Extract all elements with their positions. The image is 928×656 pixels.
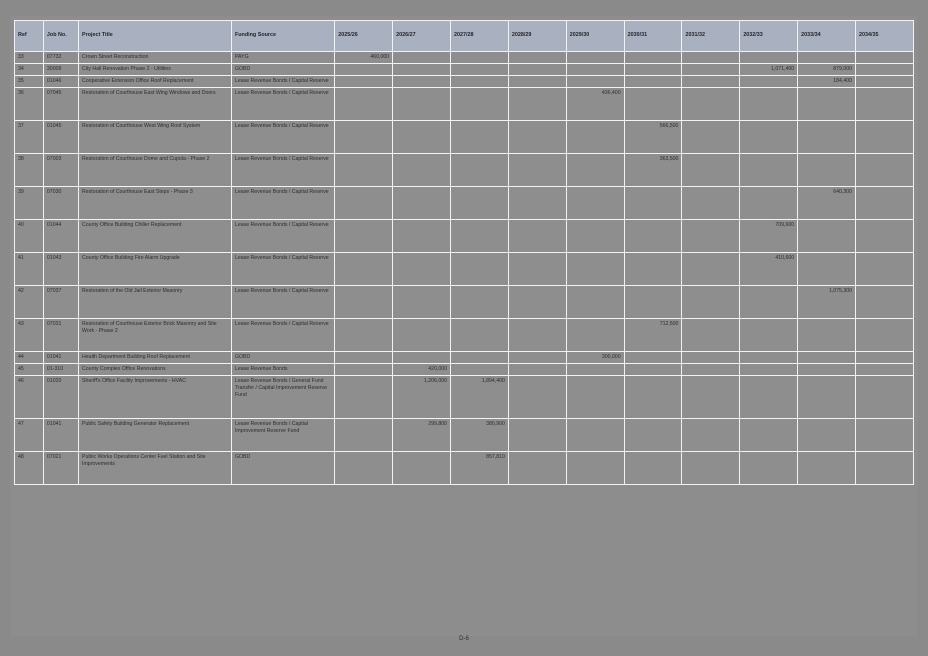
cell-year-amount <box>393 52 451 64</box>
cell-year-amount <box>335 364 393 376</box>
cell-project-title: County Office Building Fire Alarm Upgrade <box>79 253 232 286</box>
cell-year-amount <box>335 220 393 253</box>
header-year-2029-30: 2029/30 <box>566 21 624 52</box>
cell-year-amount <box>624 253 682 286</box>
cell-year-amount <box>682 286 740 319</box>
cell-year-amount <box>624 419 682 452</box>
cell-year-amount <box>393 76 451 88</box>
cell-ref: 35 <box>15 76 44 88</box>
cell-job-no: 07003 <box>43 154 78 187</box>
cell-year-amount: 380,900 <box>451 419 509 452</box>
cell-year-amount <box>508 52 566 64</box>
cell-year-amount <box>451 187 509 220</box>
cell-year-amount: 857,810 <box>451 452 509 485</box>
cell-job-no: 07732 <box>43 52 78 64</box>
cell-year-amount <box>566 452 624 485</box>
cell-project-title: Restoration of Courthouse East Steps - Phase 3 <box>79 187 232 220</box>
cell-year-amount <box>856 88 914 121</box>
header-year-2028-29: 2028/29 <box>508 21 566 52</box>
cell-year-amount <box>856 64 914 76</box>
cell-year-amount: 566,500 <box>624 121 682 154</box>
table-row <box>15 286 914 319</box>
table-row <box>15 376 914 419</box>
cell-year-amount <box>798 52 856 64</box>
cell-ref: 39 <box>15 187 44 220</box>
cell-year-amount <box>682 76 740 88</box>
cell-year-amount <box>856 76 914 88</box>
cell-year-amount <box>508 76 566 88</box>
cell-year-amount <box>740 52 798 64</box>
cell-year-amount <box>856 154 914 187</box>
cell-year-amount <box>393 88 451 121</box>
cell-year-amount <box>451 352 509 364</box>
cell-year-amount <box>682 154 740 187</box>
cell-year-amount <box>798 154 856 187</box>
cell-job-no: 01041 <box>43 419 78 452</box>
cell-ref: 41 <box>15 253 44 286</box>
cell-year-amount <box>740 88 798 121</box>
header-ref: Ref <box>15 21 44 52</box>
table-row <box>15 154 914 187</box>
cell-year-amount: 879,000 <box>798 64 856 76</box>
cell-project-title: City Hall Renovation Phase 2 - Utilities <box>79 64 232 76</box>
cell-ref: 36 <box>15 88 44 121</box>
header-year-2032-33: 2032/33 <box>740 21 798 52</box>
cell-project-title: Restoration of Courthouse West Wing Roof System <box>79 121 232 154</box>
cell-year-amount <box>335 187 393 220</box>
cell-year-amount <box>856 253 914 286</box>
cell-year-amount <box>856 352 914 364</box>
cell-year-amount <box>682 64 740 76</box>
cell-project-title: Public Works Operations Center Fuel Station and Site Improvements <box>79 452 232 485</box>
cell-year-amount <box>856 376 914 419</box>
cell-year-amount <box>624 52 682 64</box>
cell-year-amount <box>508 253 566 286</box>
cell-year-amount <box>566 76 624 88</box>
cell-year-amount <box>451 286 509 319</box>
cell-year-amount <box>508 364 566 376</box>
table-row <box>15 319 914 352</box>
cell-year-amount <box>856 286 914 319</box>
cell-year-amount <box>740 419 798 452</box>
cell-year-amount <box>798 364 856 376</box>
cell-ref: 48 <box>15 452 44 485</box>
cell-job-no: 01020 <box>43 376 78 419</box>
cell-funding-source: PAYG <box>231 52 334 64</box>
cell-project-title: Sheriff's Office Facility Improvements - HVAC <box>79 376 232 419</box>
cell-ref: 43 <box>15 319 44 352</box>
cell-funding-source: Lease Revenue Bonds / Capital Reserve <box>231 154 334 187</box>
cell-year-amount <box>682 220 740 253</box>
cell-year-amount <box>798 376 856 419</box>
cell-year-amount: 436,400 <box>566 88 624 121</box>
cell-year-amount: 1,071,400 <box>740 64 798 76</box>
cell-year-amount <box>740 187 798 220</box>
cell-year-amount <box>740 154 798 187</box>
cell-year-amount <box>798 88 856 121</box>
cell-year-amount <box>335 286 393 319</box>
cell-year-amount <box>335 376 393 419</box>
cell-year-amount <box>798 220 856 253</box>
cell-project-title: Health Department Building Roof Replacement <box>79 352 232 364</box>
cell-job-no: 01-310 <box>43 364 78 376</box>
cell-year-amount <box>566 64 624 76</box>
cell-year-amount: 1,894,400 <box>451 376 509 419</box>
cell-year-amount <box>798 319 856 352</box>
cell-year-amount <box>566 253 624 286</box>
cell-funding-source: Lease Revenue Bonds / Capital Reserve <box>231 76 334 88</box>
cell-year-amount: 460,000 <box>335 52 393 64</box>
cell-year-amount <box>508 88 566 121</box>
cell-job-no: 07037 <box>43 286 78 319</box>
cell-year-amount: 420,000 <box>393 364 451 376</box>
cell-project-title: Restoration of Courthouse East Wing Windows and Doors <box>79 88 232 121</box>
cell-job-no: 07030 <box>43 187 78 220</box>
table-row <box>15 88 914 121</box>
cell-year-amount <box>566 154 624 187</box>
header-year-2026-27: 2026/27 <box>393 21 451 52</box>
cell-year-amount <box>856 220 914 253</box>
cell-year-amount <box>451 319 509 352</box>
cell-year-amount: 300,000 <box>566 352 624 364</box>
cell-year-amount <box>508 187 566 220</box>
cell-job-no: 07045 <box>43 88 78 121</box>
cell-job-no: 01041 <box>43 352 78 364</box>
cell-year-amount <box>393 286 451 319</box>
cell-year-amount <box>682 88 740 121</box>
cell-year-amount <box>508 64 566 76</box>
table-row <box>15 364 914 376</box>
cell-job-no: 07021 <box>43 452 78 485</box>
table-row <box>15 76 914 88</box>
cell-year-amount <box>856 319 914 352</box>
cell-year-amount <box>682 319 740 352</box>
cell-year-amount <box>624 64 682 76</box>
table-row <box>15 352 914 364</box>
cell-year-amount <box>451 220 509 253</box>
cell-year-amount <box>393 187 451 220</box>
cell-year-amount <box>856 52 914 64</box>
cell-year-amount <box>393 154 451 187</box>
cell-year-amount: 184,400 <box>798 76 856 88</box>
cell-year-amount <box>451 364 509 376</box>
cell-job-no: 01046 <box>43 76 78 88</box>
cell-year-amount <box>624 376 682 419</box>
cell-year-amount <box>393 319 451 352</box>
cell-year-amount <box>682 52 740 64</box>
header-year-2030-31: 2030/31 <box>624 21 682 52</box>
cell-ref: 46 <box>15 376 44 419</box>
table-row <box>15 187 914 220</box>
cell-year-amount <box>624 286 682 319</box>
cell-ref: 33 <box>15 52 44 64</box>
cell-year-amount <box>798 253 856 286</box>
cell-funding-source: GOBD <box>231 64 334 76</box>
cell-year-amount <box>566 364 624 376</box>
cell-year-amount <box>393 64 451 76</box>
cell-year-amount <box>508 419 566 452</box>
cell-year-amount <box>740 352 798 364</box>
cell-year-amount <box>335 452 393 485</box>
cell-funding-source: Lease Revenue Bonds / Capital Reserve <box>231 88 334 121</box>
capital-improvement-table-sheet <box>10 16 918 636</box>
cell-year-amount <box>566 286 624 319</box>
cell-funding-source: Lease Revenue Bonds / Capital Reserve <box>231 121 334 154</box>
cell-year-amount <box>624 220 682 253</box>
cell-year-amount <box>740 376 798 419</box>
cell-ref: 40 <box>15 220 44 253</box>
cell-year-amount <box>508 286 566 319</box>
cell-year-amount <box>508 352 566 364</box>
table-header-row <box>15 21 914 52</box>
table-row <box>15 452 914 485</box>
cell-year-amount <box>335 64 393 76</box>
cell-ref: 44 <box>15 352 44 364</box>
cell-year-amount <box>451 76 509 88</box>
cell-year-amount <box>335 419 393 452</box>
header-job-no: Job No. <box>43 21 78 52</box>
page-number: D-6 <box>459 636 469 642</box>
header-funding-source: Funding Source <box>231 21 334 52</box>
cell-year-amount <box>856 452 914 485</box>
cell-year-amount: 712,500 <box>624 319 682 352</box>
cell-year-amount <box>624 364 682 376</box>
cell-project-title: Crown Street Reconstruction <box>79 52 232 64</box>
cell-project-title: Restoration of the Old Jail Exterior Masonry <box>79 286 232 319</box>
cell-year-amount <box>508 220 566 253</box>
cell-year-amount <box>566 220 624 253</box>
cell-year-amount <box>856 121 914 154</box>
cell-year-amount <box>451 52 509 64</box>
cell-job-no: 30009 <box>43 64 78 76</box>
cell-year-amount: 1,075,300 <box>798 286 856 319</box>
cell-funding-source: Lease Revenue Bonds / Capital Improvement Reserve Fund <box>231 419 334 452</box>
cell-year-amount <box>335 253 393 286</box>
cell-year-amount <box>682 364 740 376</box>
cell-year-amount <box>740 319 798 352</box>
cell-funding-source: Lease Revenue Bonds / Capital Reserve <box>231 253 334 286</box>
cell-year-amount <box>624 76 682 88</box>
header-year-2027-28: 2027/28 <box>451 21 509 52</box>
cell-year-amount <box>624 352 682 364</box>
cell-year-amount <box>393 452 451 485</box>
cell-year-amount <box>566 319 624 352</box>
cell-year-amount <box>393 352 451 364</box>
cell-funding-source: Lease Revenue Bonds / Capital Reserve <box>231 220 334 253</box>
cell-year-amount: 709,600 <box>740 220 798 253</box>
table-row <box>15 419 914 452</box>
cell-funding-source: GOBD <box>231 352 334 364</box>
cell-year-amount <box>508 376 566 419</box>
header-year-2031-32: 2031/32 <box>682 21 740 52</box>
cell-year-amount <box>335 352 393 364</box>
cell-year-amount <box>624 452 682 485</box>
cell-year-amount: 1,206,000 <box>393 376 451 419</box>
cell-project-title: Restoration of Courthouse Dome and Cupola - Phase 2 <box>79 154 232 187</box>
cell-year-amount <box>566 187 624 220</box>
cell-job-no: 07031 <box>43 319 78 352</box>
cell-project-title: County Complex Office Renovations <box>79 364 232 376</box>
header-project-title: Project Title <box>79 21 232 52</box>
cell-year-amount <box>566 419 624 452</box>
cell-year-amount: 299,800 <box>393 419 451 452</box>
cell-job-no: 01043 <box>43 253 78 286</box>
cell-year-amount <box>335 121 393 154</box>
cell-year-amount <box>682 452 740 485</box>
cell-year-amount <box>856 364 914 376</box>
cell-funding-source: Lease Revenue Bonds / Capital Reserve <box>231 187 334 220</box>
cell-funding-source: Lease Revenue Bonds <box>231 364 334 376</box>
cell-year-amount <box>566 121 624 154</box>
cell-ref: 38 <box>15 154 44 187</box>
cell-year-amount <box>451 88 509 121</box>
cell-funding-source: Lease Revenue Bonds / Capital Reserve <box>231 319 334 352</box>
cell-year-amount: 640,300 <box>798 187 856 220</box>
cell-year-amount <box>798 352 856 364</box>
cell-year-amount <box>335 88 393 121</box>
table-row <box>15 64 914 76</box>
cell-funding-source: GOBD <box>231 452 334 485</box>
cell-year-amount <box>393 253 451 286</box>
cell-funding-source: Lease Revenue Bonds / Capital Reserve <box>231 286 334 319</box>
cell-year-amount <box>393 121 451 154</box>
cell-year-amount <box>740 76 798 88</box>
cell-year-amount <box>682 376 740 419</box>
cell-year-amount <box>335 319 393 352</box>
cell-project-title: Public Safety Building Generator Replacement <box>79 419 232 452</box>
cell-year-amount <box>740 452 798 485</box>
cell-year-amount <box>508 319 566 352</box>
cell-year-amount <box>682 187 740 220</box>
cell-year-amount <box>682 253 740 286</box>
capital-projects-table <box>14 20 914 485</box>
cell-ref: 34 <box>15 64 44 76</box>
cell-year-amount <box>624 88 682 121</box>
cell-ref: 45 <box>15 364 44 376</box>
cell-year-amount <box>451 121 509 154</box>
cell-year-amount <box>856 419 914 452</box>
cell-year-amount <box>798 419 856 452</box>
cell-year-amount <box>798 121 856 154</box>
cell-year-amount <box>682 419 740 452</box>
cell-project-title: Cooperative Extension Office Roof Replacement <box>79 76 232 88</box>
cell-year-amount <box>740 286 798 319</box>
cell-year-amount <box>740 121 798 154</box>
cell-project-title: Restoration of Courthouse Exterior Brick Masonry and Site Work - Phase 2 <box>79 319 232 352</box>
cell-year-amount <box>856 187 914 220</box>
cell-year-amount <box>508 121 566 154</box>
table-row <box>15 220 914 253</box>
cell-year-amount: 363,500 <box>624 154 682 187</box>
cell-year-amount <box>566 52 624 64</box>
table-body <box>15 52 914 485</box>
cell-ref: 37 <box>15 121 44 154</box>
header-year-2034-35: 2034/35 <box>856 21 914 52</box>
cell-year-amount <box>682 352 740 364</box>
cell-ref: 42 <box>15 286 44 319</box>
cell-year-amount: 410,600 <box>740 253 798 286</box>
cell-year-amount <box>393 220 451 253</box>
header-year-2025-26: 2025/26 <box>335 21 393 52</box>
cell-job-no: 01045 <box>43 121 78 154</box>
cell-ref: 47 <box>15 419 44 452</box>
cell-year-amount <box>740 364 798 376</box>
cell-year-amount <box>335 154 393 187</box>
table-row <box>15 52 914 64</box>
cell-year-amount <box>335 76 393 88</box>
cell-year-amount <box>451 253 509 286</box>
header-year-2033-34: 2033/34 <box>798 21 856 52</box>
cell-funding-source: Lease Revenue Bonds / General Fund Transfer / Capital Improvement Reserve Fund <box>231 376 334 419</box>
cell-year-amount <box>451 64 509 76</box>
cell-year-amount <box>451 154 509 187</box>
cell-year-amount <box>682 121 740 154</box>
table-row <box>15 253 914 286</box>
cell-year-amount <box>508 452 566 485</box>
table-row <box>15 121 914 154</box>
cell-job-no: 01044 <box>43 220 78 253</box>
cell-year-amount <box>508 154 566 187</box>
cell-year-amount <box>624 187 682 220</box>
cell-year-amount <box>566 376 624 419</box>
cell-project-title: County Office Building Chiller Replacement <box>79 220 232 253</box>
cell-year-amount <box>798 452 856 485</box>
